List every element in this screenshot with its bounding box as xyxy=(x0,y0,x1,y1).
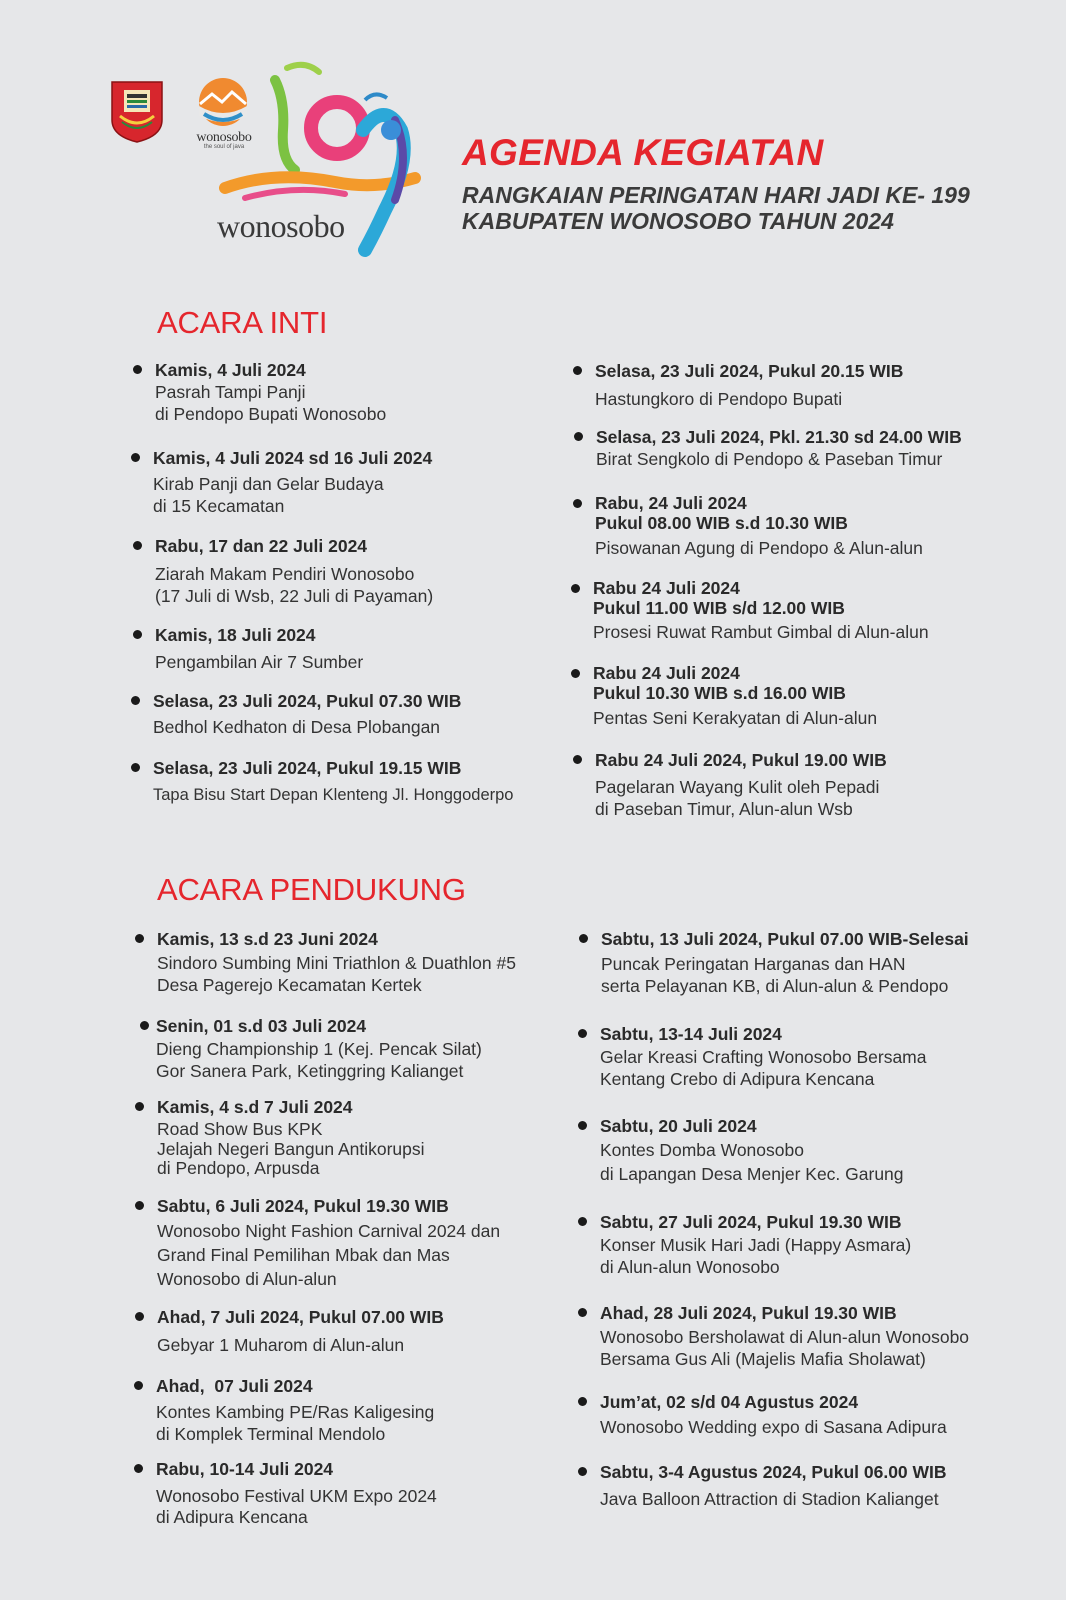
event-desc: Wonosobo Festival UKM Expo 2024 xyxy=(156,1486,437,1506)
event-date: Kamis, 18 Juli 2024 xyxy=(155,625,316,645)
event-date: Sabtu, 3-4 Agustus 2024, Pukul 06.00 WIB xyxy=(600,1462,947,1482)
list-item xyxy=(600,1391,947,1438)
event-desc: (17 Juli di Wsb, 22 Juli di Payaman) xyxy=(155,586,434,606)
bullet-icon xyxy=(578,1397,587,1406)
event-desc: Gebyar 1 Muharom di Alun-alun xyxy=(157,1335,405,1355)
wonosobo-logo-tagline: the soul of java xyxy=(203,144,245,150)
bullet-icon xyxy=(135,1201,144,1210)
list-item xyxy=(595,493,923,559)
event-date: Rabu 24 Juli 2024 xyxy=(593,663,740,683)
list-item xyxy=(156,1015,482,1082)
event-desc: Tapa Bisu Start Depan Klenteng Jl. Honggoderpo xyxy=(153,786,514,804)
list-item xyxy=(600,1461,947,1510)
bullet-icon xyxy=(135,934,144,943)
event-desc: Birat Sengkolo di Pendopo & Paseban Timur xyxy=(596,449,943,469)
event-date: Sabtu, 13 Juli 2024, Pukul 07.00 WIB-Selesai xyxy=(601,929,969,949)
bullet-icon xyxy=(579,934,588,943)
event-desc: di Pendopo Bupati Wonosobo xyxy=(155,404,387,424)
list-item xyxy=(153,757,514,806)
bullet-icon xyxy=(133,630,142,639)
event-desc: Kontes Kambing PE/Ras Kaligesing xyxy=(156,1402,435,1422)
bullet-icon xyxy=(573,755,582,764)
event-desc: Wonosobo Wedding expo di Sasana Adipura xyxy=(600,1417,947,1437)
bullet-icon xyxy=(140,1021,149,1030)
event-date: Rabu, 17 dan 22 Juli 2024 xyxy=(155,536,368,556)
event-date: Rabu 24 Juli 2024, Pukul 19.00 WIB xyxy=(595,750,887,770)
event-desc: Desa Pagerejo Kecamatan Kertek xyxy=(157,975,422,995)
bullet-icon xyxy=(571,584,580,593)
event-time: Pukul 10.30 WIB s.d 16.00 WIB xyxy=(593,683,846,703)
bullet-icon xyxy=(133,365,142,374)
page-title: AGENDA KEGIATAN xyxy=(462,132,824,173)
event-desc: Gor Sanera Park, Ketinggring Kalianget xyxy=(156,1061,464,1081)
event-desc: Pentas Seni Kerakyatan di Alun-alun xyxy=(593,708,878,728)
event-desc: Gelar Kreasi Crafting Wonosobo Bersama xyxy=(600,1047,927,1067)
event-desc: Pasrah Tampi Panji xyxy=(155,382,306,402)
list-item xyxy=(600,1023,927,1090)
event-desc: Puncak Peringatan Harganas dan HAN xyxy=(601,954,906,974)
event-date: Rabu 24 Juli 2024 xyxy=(593,578,740,598)
event-desc: di Pendopo, Arpusda xyxy=(157,1158,320,1178)
bullet-icon xyxy=(131,763,140,772)
event-desc: Kontes Domba Wonosobo xyxy=(600,1140,804,1160)
event-time: Pukul 08.00 WIB s.d 10.30 WIB xyxy=(595,513,848,533)
list-item xyxy=(595,360,903,410)
event-desc: di Komplek Terminal Mendolo xyxy=(156,1424,386,1444)
event-date: Kamis, 4 Juli 2024 xyxy=(155,360,306,380)
list-item xyxy=(595,749,887,820)
list-item xyxy=(155,624,363,673)
list-item xyxy=(157,1195,500,1291)
event-desc: Wonosobo di Alun-alun xyxy=(157,1269,337,1289)
event-desc: di Paseban Timur, Alun-alun Wsb xyxy=(595,799,853,819)
event-desc: Konser Musik Hari Jadi (Happy Asmara) xyxy=(600,1235,912,1255)
subtitle-line-2: KABUPATEN WONOSOBO TAHUN 2024 xyxy=(462,208,894,234)
list-item xyxy=(157,1096,425,1179)
bullet-icon xyxy=(578,1467,587,1476)
section-title-acara-pendukung: ACARA PENDUKUNG xyxy=(157,872,466,907)
list-item xyxy=(153,690,461,738)
event-time: Pukul 11.00 WIB s/d 12.00 WIB xyxy=(593,598,845,618)
bullet-icon xyxy=(135,1312,144,1321)
bullet-icon xyxy=(571,669,580,678)
event-desc: Wonosobo Bersholawat di Alun-alun Wonosobo xyxy=(600,1327,970,1347)
bullet-icon xyxy=(574,432,583,441)
event-date: Selasa, 23 Juli 2024, Pukul 07.30 WIB xyxy=(153,691,462,711)
event-date: Senin, 01 s.d 03 Juli 2024 xyxy=(156,1016,367,1036)
event-date: Ahad, 7 Juli 2024, Pukul 07.00 WIB xyxy=(157,1307,444,1327)
event-date: Selasa, 23 Juli 2024, Pkl. 21.30 sd 24.00 WIB xyxy=(596,427,962,447)
event-desc: Java Balloon Attraction di Stadion Kalianget xyxy=(600,1489,939,1509)
event-desc: serta Pelayanan KB, di Alun-alun & Pendopo xyxy=(601,976,949,996)
subtitle-line-1: RANGKAIAN PERINGATAN HARI JADI KE- 199 xyxy=(462,182,970,208)
bullet-icon xyxy=(578,1029,587,1038)
list-item xyxy=(157,928,516,996)
event-desc: Kentang Crebo di Adipura Kencana xyxy=(600,1069,875,1089)
list-item xyxy=(593,578,929,643)
event-date: Jum’at, 02 s/d 04 Agustus 2024 xyxy=(600,1392,859,1412)
event-date: Sabtu, 6 Juli 2024, Pukul 19.30 WIB xyxy=(157,1196,449,1216)
event-desc: Bedhol Kedhaton di Desa Plobangan xyxy=(153,717,441,737)
list-item xyxy=(153,447,432,517)
list-item xyxy=(157,1306,444,1356)
anniversary-199-logo-icon xyxy=(215,60,435,260)
bullet-icon xyxy=(578,1121,587,1130)
list-item xyxy=(155,359,386,425)
list-item xyxy=(600,1302,969,1370)
event-desc: di Lapangan Desa Menjer Kec. Garung xyxy=(600,1164,904,1184)
event-desc: Prosesi Ruwat Rambut Gimbal di Alun-alun xyxy=(593,622,929,642)
regency-shield-icon xyxy=(110,80,164,144)
event-desc: Jelajah Negeri Bangun Antikorupsi xyxy=(157,1138,425,1159)
event-desc: Road Show Bus KPK xyxy=(157,1119,323,1139)
event-desc: Wonosobo Night Fashion Carnival 2024 dan xyxy=(157,1221,501,1241)
event-desc: Sindoro Sumbing Mini Triathlon & Duathlon #5 xyxy=(157,953,516,973)
list-item xyxy=(156,1375,434,1445)
event-desc: di Adipura Kencana xyxy=(156,1507,308,1527)
list-item xyxy=(600,1115,904,1186)
event-desc: Dieng Championship 1 (Kej. Pencak Silat) xyxy=(156,1039,482,1059)
event-desc: Pisowanan Agung di Pendopo & Alun-alun xyxy=(595,538,923,558)
bullet-icon xyxy=(134,1464,143,1473)
list-item xyxy=(155,535,433,607)
event-date: Kamis, 4 s.d 7 Juli 2024 xyxy=(157,1097,353,1117)
list-item xyxy=(596,426,962,470)
bullet-icon xyxy=(578,1217,587,1226)
section-title-acara-inti: ACARA INTI xyxy=(157,305,328,340)
event-desc: Kirab Panji dan Gelar Budaya xyxy=(153,474,384,494)
list-item xyxy=(156,1458,437,1528)
bullet-icon xyxy=(135,1102,144,1111)
event-date: Selasa, 23 Juli 2024, Pukul 20.15 WIB xyxy=(595,361,904,381)
event-date: Sabtu, 20 Juli 2024 xyxy=(600,1116,757,1136)
event-date: Sabtu, 13-14 Juli 2024 xyxy=(600,1024,782,1044)
event-desc: Pengambilan Air 7 Sumber xyxy=(155,652,364,672)
event-date: Selasa, 23 Juli 2024, Pukul 19.15 WIB xyxy=(153,758,462,778)
bullet-icon xyxy=(578,1308,587,1317)
event-desc: Hastungkoro di Pendopo Bupati xyxy=(595,389,843,409)
event-desc: di 15 Kecamatan xyxy=(153,496,285,516)
bullet-icon xyxy=(131,696,140,705)
event-date: Kamis, 13 s.d 23 Juni 2024 xyxy=(157,929,378,949)
bullet-icon xyxy=(131,453,140,462)
event-date: Sabtu, 27 Juli 2024, Pukul 19.30 WIB xyxy=(600,1212,902,1232)
list-item xyxy=(593,663,877,729)
event-desc: Bersama Gus Ali (Majelis Mafia Sholawat) xyxy=(600,1349,926,1369)
event-date: Ahad, 07 Juli 2024 xyxy=(156,1376,313,1396)
event-desc: Ziarah Makam Pendiri Wonosobo xyxy=(155,564,415,584)
event-date: Rabu, 10-14 Juli 2024 xyxy=(156,1459,334,1479)
event-date: Rabu, 24 Juli 2024 xyxy=(595,493,747,513)
event-date: Kamis, 4 Juli 2024 sd 16 Juli 2024 xyxy=(153,448,433,468)
page-subtitle xyxy=(462,182,970,234)
event-date: Ahad, 28 Juli 2024, Pukul 19.30 WIB xyxy=(600,1303,897,1323)
bullet-icon xyxy=(573,499,582,508)
list-item xyxy=(600,1211,911,1278)
bullet-icon xyxy=(134,1381,143,1390)
list-item xyxy=(601,928,969,997)
event-desc: Pagelaran Wayang Kulit oleh Pepadi xyxy=(595,777,880,797)
event-desc: Grand Final Pemilihan Mbak dan Mas xyxy=(157,1245,450,1265)
event-desc: di Alun-alun Wonosobo xyxy=(600,1257,780,1277)
bullet-icon xyxy=(573,366,582,375)
bullet-icon xyxy=(133,541,142,550)
wonosobo-logo-text: wonosobo xyxy=(196,130,252,145)
wonosobo-199-logo-text: wonosobo xyxy=(217,208,345,244)
